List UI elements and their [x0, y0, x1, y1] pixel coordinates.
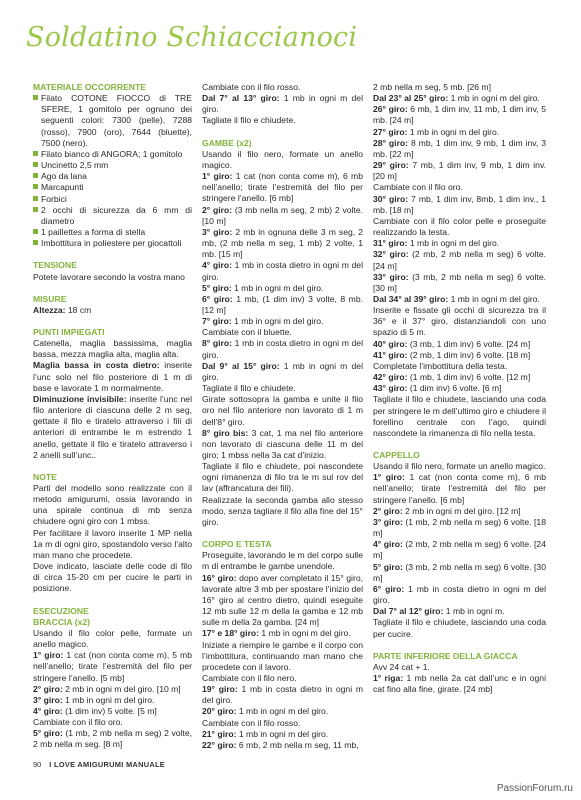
step-label: Dal 7° al 12° giro: [373, 606, 444, 617]
paragraph [202, 205, 363, 227]
paragraph [373, 294, 546, 305]
step-label: 41° giro: [373, 349, 408, 360]
paragraph-text: 1 cat (non conta come m), 6 mb nell’anello; tirate l’estremità del filo per stringere l’anello. [6 mb] [202, 171, 363, 204]
paragraph-text: Cambiate con il filo nero. [202, 672, 297, 683]
paragraph-text: 1 mb in costa dietro in ogni m del giro. [202, 684, 363, 706]
paragraph-text: Dove indicato, lasciate delle code di filo di circa 15-20 cm per cucire le parti in posizione. [33, 561, 192, 594]
step-label: 3° giro: [373, 516, 403, 527]
bullet-square-icon [33, 162, 38, 167]
material-list-item [33, 238, 192, 249]
paragraph [373, 394, 546, 439]
step-label: 3° giro: [33, 694, 63, 705]
paragraph-text: 1 mb nella 2a cat dall’unc e in ogni cat fino alla fine, girate. [24 mb] [373, 672, 546, 695]
paragraph [202, 115, 363, 126]
section-gap [202, 127, 363, 138]
section-heading: MATERIALE OCCORRENTE [33, 82, 146, 92]
step-label: 32° giro: [373, 249, 409, 260]
paragraph-text: Realizzate la seconda gamba allo stesso modo, senza tagliare il filo alla fine del 15° giro. [202, 494, 363, 527]
step-label: 28° giro: [373, 137, 409, 148]
paragraph-text: Uncinetto 2,5 mm [41, 160, 109, 171]
paragraph [373, 372, 546, 383]
paragraph-text: Tagliate il filo e chiudete. [202, 383, 296, 394]
paragraph-text: 6 mb, 2 mb nella m seg, 11 mb, [236, 739, 359, 750]
paragraph-text: (3 mb, 2 mb nella m seg) 6 volte. [30 m] [373, 561, 546, 583]
paragraph [373, 662, 546, 673]
step-label: 19° giro: [202, 684, 238, 695]
paragraph [202, 338, 363, 360]
paragraph-text: Completate l’imbottitura della testa. [373, 360, 508, 371]
section-gap [373, 640, 546, 651]
paragraph-text: (1 mb, 2 mb nella m seg) 6 volte. [18 m] [373, 516, 546, 539]
paragraph [33, 695, 192, 706]
paragraph [33, 684, 192, 695]
step-label: 4° giro: [202, 260, 232, 271]
paragraph [33, 628, 192, 650]
step-label: 30° giro: [373, 193, 409, 204]
bullet-square-icon [33, 184, 38, 189]
material-list-item [33, 93, 192, 149]
paragraph-text: 1 mb in ogni m del giro. [231, 316, 324, 327]
paragraph-text: 2 mb in ognuna delle 3 m seg, 2 mb, (2 mb nella m seg, 1 mb) 2 volte, 1 mb. [15 m] [202, 226, 363, 260]
paragraph [202, 628, 363, 639]
column-middle [202, 82, 363, 751]
paragraph-text: (3 mb, 2 mb nella m seg) 6 volte. [30 m] [373, 271, 546, 293]
paragraph-text: Per facilitare il lavoro inserite 1 MP nella 1a m di ogni giro, spostandolo verso l’alto man mano che procedete. [33, 527, 192, 560]
paragraph-text: 1 mb in costa dietro in ogni m del giro. [202, 338, 363, 360]
paragraph-text: Catenella, maglia bassissima, maglia bassa, mezza maglia alta, maglia alta. [33, 338, 192, 360]
paragraph-text: (1 mb, 2 mb nella m seg) 2 volte, 2 mb nella m seg. [8 m] [33, 728, 192, 750]
step-label: Diminuzione invisibile: [33, 393, 127, 404]
paragraph-text: Cambiate con il filo rosso. [202, 717, 301, 728]
bullet-square-icon [33, 196, 38, 201]
step-label: 1° giro: [202, 171, 233, 182]
paragraph [373, 506, 546, 517]
paragraph-text: 18 cm [65, 304, 92, 315]
paragraph-text: inserite l’unc solo nel filo posteriore di 1 m di base e lavorate 1 m normalmente. [33, 360, 193, 393]
paragraph-text: (2 mb, 1 dim inv) 6 volte. [18 m] [407, 349, 531, 360]
paragraph-text: Usando il filo nero, formate un anello magico. [202, 148, 363, 170]
paragraph-text: Usando il filo color pelle, formate un anello magico. [33, 627, 192, 650]
step-label: 17° e 18° giro: [202, 628, 260, 639]
step-label: Maglia bassa in costa dietro: [33, 360, 160, 371]
paragraph-text: 1 mb in ogni m del giro. [407, 126, 500, 137]
paragraph-text: 2 mb in ogni m del giro. [12 m] [402, 505, 521, 516]
paragraph-text: Tagliate il filo e chiudete, lasciando una coda per cucire. [373, 617, 546, 639]
paragraph [33, 483, 192, 528]
paragraph [33, 717, 192, 728]
paragraph [373, 673, 546, 695]
section-gap [33, 283, 192, 294]
column-left [33, 82, 192, 751]
paragraph [202, 93, 363, 115]
paragraph-text: 1 cat (non conta come m), 5 mb nell’anello; tirate l’estremità del filo per stringere l’anello. [5 mb] [33, 650, 192, 683]
paragraph [373, 472, 546, 505]
column-right [373, 82, 546, 695]
material-list-item [33, 227, 192, 238]
bullet-square-icon [33, 95, 38, 100]
paragraph-text: Cambiate con il bluette. [202, 327, 292, 338]
section-gap [33, 249, 192, 260]
paragraph-text: Ago da lana [41, 171, 87, 182]
step-label: 29° giro: [373, 160, 409, 171]
section-heading: BRACCIA (x2) [33, 616, 90, 627]
paragraph [202, 495, 363, 528]
paragraph [202, 428, 363, 461]
paragraph-text: Girate sottosopra la gamba e unite il filo oro nel filo anteriore non lavorato di 1 m dell’8° giro. [202, 394, 363, 427]
paragraph-text: Avv 24 cat + 1. [373, 661, 430, 672]
paragraph [373, 182, 546, 193]
paragraph [202, 550, 363, 572]
step-label: 6° giro: [373, 583, 405, 594]
paragraph-text: (1 dim inv) 6 volte. [6 m] [407, 383, 502, 394]
section-heading: PUNTI IMPIEGATI [33, 326, 105, 337]
paragraph-text: 8 mb, 1 dim inv, 9 mb, 1 dim inv, 3 mb. [22 m] [373, 137, 546, 159]
paragraph-text: 2 mb in ogni m del giro. [10 m] [62, 683, 181, 694]
paragraph-text: (3 mb nella m seg, 2 mb) 2 volte. [10 m] [202, 204, 363, 226]
paragraph [202, 706, 363, 717]
paragraph [202, 260, 363, 282]
paragraph-text: 2 mb nella m seg, 5 mb. [26 m] [373, 82, 491, 92]
paragraph-text: Cambiate con il filo rosso. [202, 82, 301, 92]
page-title: Soldatino Schiaccianoci [26, 22, 358, 53]
paragraph-text: Parti del modello sono realizzate con il metodo amigurumi, ossia lavorando in una spirale continua di mb senza chiudere ogni giro con 1 mbss. [33, 483, 192, 527]
step-label: 3° giro: [202, 226, 233, 237]
paragraph-text: (3 mb, 1 dim inv) 6 volte. [24 m] [407, 338, 531, 349]
step-label: 4° giro: [33, 705, 63, 716]
paragraph-text: 1 mb in ogni m del giro. [236, 706, 329, 717]
paragraph [202, 718, 363, 729]
paragraph [202, 394, 363, 427]
paragraph-text: 1 mb in ogni m del giro. [407, 238, 500, 249]
section-heading: MISURE [33, 293, 67, 304]
paragraph [373, 606, 546, 617]
paragraph [202, 327, 363, 338]
paragraph [373, 138, 546, 160]
paragraph [373, 272, 546, 294]
step-label: 21° giro: [202, 728, 237, 739]
paragraph [202, 684, 363, 706]
bullet-square-icon [33, 151, 38, 156]
paragraph-text: Tagliate il filo e chiudete, lasciando una coda per stringere le m dell’ultimo giro e chiudere il forellino centrale con l’ago, quindi nascondete la rimanenza di filo nella testa. [373, 394, 546, 438]
paragraph [373, 127, 546, 138]
paragraph [373, 584, 546, 606]
paragraph-text: Filato bianco di ANGORA; 1 gomitolo [41, 148, 183, 159]
paragraph [202, 383, 363, 394]
paragraph-text: Cambiate con il filo color pelle e proseguite realizzando la testa. [373, 215, 546, 238]
section-heading: ESECUZIONE [33, 605, 89, 616]
step-label: 2° giro: [33, 683, 63, 694]
step-label: Dal 34° al 39° giro: [373, 293, 449, 304]
material-list-item [33, 160, 192, 171]
paragraph [373, 82, 546, 93]
paragraph-text: 1 mb in ogni m del giro. [202, 93, 363, 115]
paragraph [202, 149, 363, 171]
paragraph-text: 1 mb in ogni m del giro. [231, 282, 324, 293]
paragraph-text: 1 mb in ogni m del giro. [236, 728, 329, 739]
paragraph [33, 528, 192, 561]
material-list-item [33, 182, 192, 193]
step-label: 4° giro: [373, 539, 403, 550]
step-label: 40° giro: [373, 338, 408, 349]
section-gap [373, 439, 546, 450]
paragraph-text: 1 mb in ogni m del giro. [448, 93, 540, 104]
paragraph-text: (2 mb, 2 mb nella m seg) 6 volte. [24 m] [373, 249, 546, 271]
section-heading: GAMBE (x2) [202, 137, 252, 148]
bullet-square-icon [33, 240, 38, 245]
paragraph [33, 272, 192, 283]
section-gap [33, 595, 192, 606]
paragraph-text: Imbottitura in poliestere per giocattoli [41, 238, 182, 249]
paragraph [33, 338, 192, 360]
bullet-square-icon [33, 229, 38, 234]
paragraph [202, 673, 363, 684]
material-list-item [33, 149, 192, 160]
step-label: 1° giro: [373, 472, 405, 483]
paragraph-text: 1 cat (non conta come m), 6 mb nell’anello; tirate l’estremità del filo per stringere l’anello. [6 mb] [373, 472, 546, 505]
paragraph-text: 1 mb in costa dietro in ogni m del giro. [202, 260, 363, 282]
paragraph-text: Marcapunti [41, 182, 84, 193]
step-label: 43° giro: [373, 383, 408, 394]
paragraph [373, 216, 546, 238]
paragraph-text: 1 mb in costa dietro in ogni m del giro. [373, 583, 546, 606]
paragraph-text: Forbici [41, 193, 67, 204]
paragraph [373, 104, 546, 126]
paragraph-text: 1 mb in ogni m del giro. [448, 293, 540, 304]
paragraph-text: dopo aver completato il 15° giro, lavorate altre 3 mb per spostare l’inizio del 16° giro al centro dietro, quindi eseguite 12 mb sulle 12 m della la gamba e 12 mb sulle m della 2a gamba. [24 m] [202, 572, 363, 628]
material-list-item [33, 171, 192, 182]
step-label: Dal 7° al 13° giro: [202, 93, 280, 104]
paragraph-text: 3 cat, 1 ma nel filo anteriore non lavorato di ciascuna delle 11 m del giro; 1 mbss nella 3a cat d’inizio. [202, 427, 363, 460]
paragraph [373, 93, 546, 104]
paragraph-text: Proseguite, lavorando le m del corpo sulle m di entrambe le gambe unendole. [202, 550, 363, 572]
paragraph-text: Tagliate il filo e chiudete, poi nascondete ogni rimanenza di filo tra le m sul rov del lav (affrancatura dei fili). [202, 461, 363, 494]
paragraph [202, 294, 363, 316]
paragraph-text: 7 mb, 1 dim inv, 9 mb, 1 dim inv. [20 m] [373, 160, 547, 182]
paragraph [373, 350, 546, 361]
paragraph-text: 7 mb, 1 dim inv, 8mb, 1 dim inv., 1 mb. [18 m] [373, 193, 546, 215]
step-label: 27° giro: [373, 126, 408, 137]
step-label: 33° giro: [373, 271, 409, 282]
paragraph [202, 227, 363, 260]
watermark: PassionForum.ru [496, 783, 573, 794]
paragraph [202, 729, 363, 740]
paragraph-text: (2 mb, 2 mb nella m seg) 6 volte. [24 m] [373, 539, 546, 561]
material-list-item [33, 194, 192, 205]
magazine-title: I LOVE AMIGURUMI MANUALE [49, 760, 166, 769]
step-label: 16° giro: [202, 572, 237, 583]
paragraph [202, 283, 363, 294]
step-label: 5° giro: [202, 282, 232, 293]
page-number: 90 [33, 760, 42, 769]
paragraph [373, 562, 546, 584]
section-gap [33, 316, 192, 327]
paragraph-text: Iniziate a riempire le gambe e il corpo con l’imbottitura, continuando man mano che procedete con il lavoro. [202, 639, 363, 672]
paragraph [373, 238, 546, 249]
paragraph [373, 617, 546, 639]
paragraph-text: Cambiate con il filo oro. [373, 182, 463, 193]
paragraph [373, 461, 546, 472]
step-label: 5° giro: [373, 561, 403, 572]
paragraph-text: 1 paillettes a forma di stella [41, 227, 146, 238]
paragraph [33, 561, 192, 594]
step-label: 42° giro: [373, 372, 408, 383]
paragraph [373, 339, 546, 350]
paragraph [202, 573, 363, 629]
paragraph-text: 6 mb, 1 dim inv, 11 mb, 1 dim inv, 5 mb. [24 m] [373, 104, 546, 126]
step-label: 8° giro bis: [202, 427, 249, 438]
step-label: 2° giro: [202, 204, 233, 215]
paragraph-text: Cambiate con il filo oro. [33, 717, 123, 728]
step-label: 8° giro: [202, 338, 232, 349]
step-label: 6° giro: [202, 293, 233, 304]
step-label: 26° giro: [373, 104, 408, 115]
paragraph-text: 1 mb in ogni m del giro. [259, 628, 351, 639]
paragraph [202, 740, 363, 751]
paragraph-text: 1 mb in ogni m del giro. [202, 360, 363, 382]
paragraph [373, 539, 546, 561]
section-heading: PARTE INFERIORE DELLA GIACCA [373, 650, 518, 661]
paragraph-text: (1 dim inv) 5 volte. [5 m] [62, 705, 157, 716]
step-label: Dal 9° al 15° giro: [202, 360, 280, 371]
paragraph [33, 728, 192, 750]
paragraph-text: (1 mb, 1 dim inv) 6 volte. [12 m] [407, 372, 531, 383]
section-heading: CAPPELLO [373, 450, 420, 460]
section-heading: NOTE [33, 471, 57, 482]
paragraph-text: 1 mb, (1 dim inv) 3 volte, 8 mb. [12 m] [202, 293, 363, 315]
section-gap [202, 528, 363, 539]
paragraph [373, 305, 546, 338]
step-label: 2° giro: [373, 505, 403, 516]
paragraph [373, 160, 546, 182]
paragraph [33, 305, 192, 316]
paragraph [373, 249, 546, 271]
paragraph [373, 517, 546, 539]
page-footer [33, 760, 165, 769]
step-label: 31° giro: [373, 238, 408, 249]
paragraph-text: Filato COTONE FIOCCO di TRE SFERE, 1 gomitolo per ognuno dei seguenti colori: 7300 (pelle), 7288 (rosso), 7900 (oro), 7644 (bluette), 7500 (nero). [41, 93, 192, 148]
paragraph [202, 171, 363, 204]
paragraph [202, 82, 363, 93]
step-label: 7° giro: [202, 316, 232, 327]
paragraph [202, 461, 363, 494]
paragraph [202, 316, 363, 327]
paragraph-text: Inserite e fissate gli occhi di sicurezza tra il 36° e il 37° giro, distanziandoli con uno spazio di 5 m. [373, 305, 546, 338]
section-gap [33, 461, 192, 472]
paragraph [373, 361, 546, 372]
section-heading: TENSIONE [33, 260, 77, 271]
step-label: 1° riga: [373, 672, 404, 683]
step-label: 22° giro: [202, 739, 237, 750]
paragraph [373, 194, 546, 216]
section-heading: CORPO E TESTA [202, 539, 272, 550]
step-label: Altezza: [33, 304, 66, 315]
paragraph-text: Potete lavorare secondo la vostra mano [33, 271, 185, 282]
paragraph-text: Usando il filo nero, formate un anello magico. [373, 461, 546, 472]
paragraph-text: inserite l’unc nel filo anteriore di ciascuna delle 2 m seg, gettate il filo e tiratelo attraverso i fili di anteriori di entrambe le m estrendo 1 anello, gettate il filo e tiratelo attraverso i 2 anelli sull’unc.. [33, 393, 192, 460]
step-label: 5° giro: [33, 728, 63, 739]
paragraph [202, 361, 363, 383]
material-list-item [33, 205, 192, 227]
paragraph-text: 1 mb in ogni m del giro. [62, 694, 155, 705]
paragraph [33, 394, 192, 461]
paragraph-text: Tagliate il filo e chiudete. [202, 115, 296, 126]
step-label: 20° giro: [202, 706, 237, 717]
paragraph-text: 2 occhi di sicurezza da 6 mm di diametro [41, 204, 192, 226]
paragraph [33, 706, 192, 717]
paragraph [202, 640, 363, 673]
paragraph [33, 650, 192, 683]
step-label: Dal 23° al 25° giro: [373, 93, 449, 104]
bullet-square-icon [33, 173, 38, 178]
step-label: 1° giro: [33, 650, 64, 661]
paragraph-text: 1 mb in ogni m. [443, 606, 505, 617]
paragraph [33, 360, 192, 393]
bullet-square-icon [33, 207, 38, 212]
paragraph [373, 383, 546, 394]
